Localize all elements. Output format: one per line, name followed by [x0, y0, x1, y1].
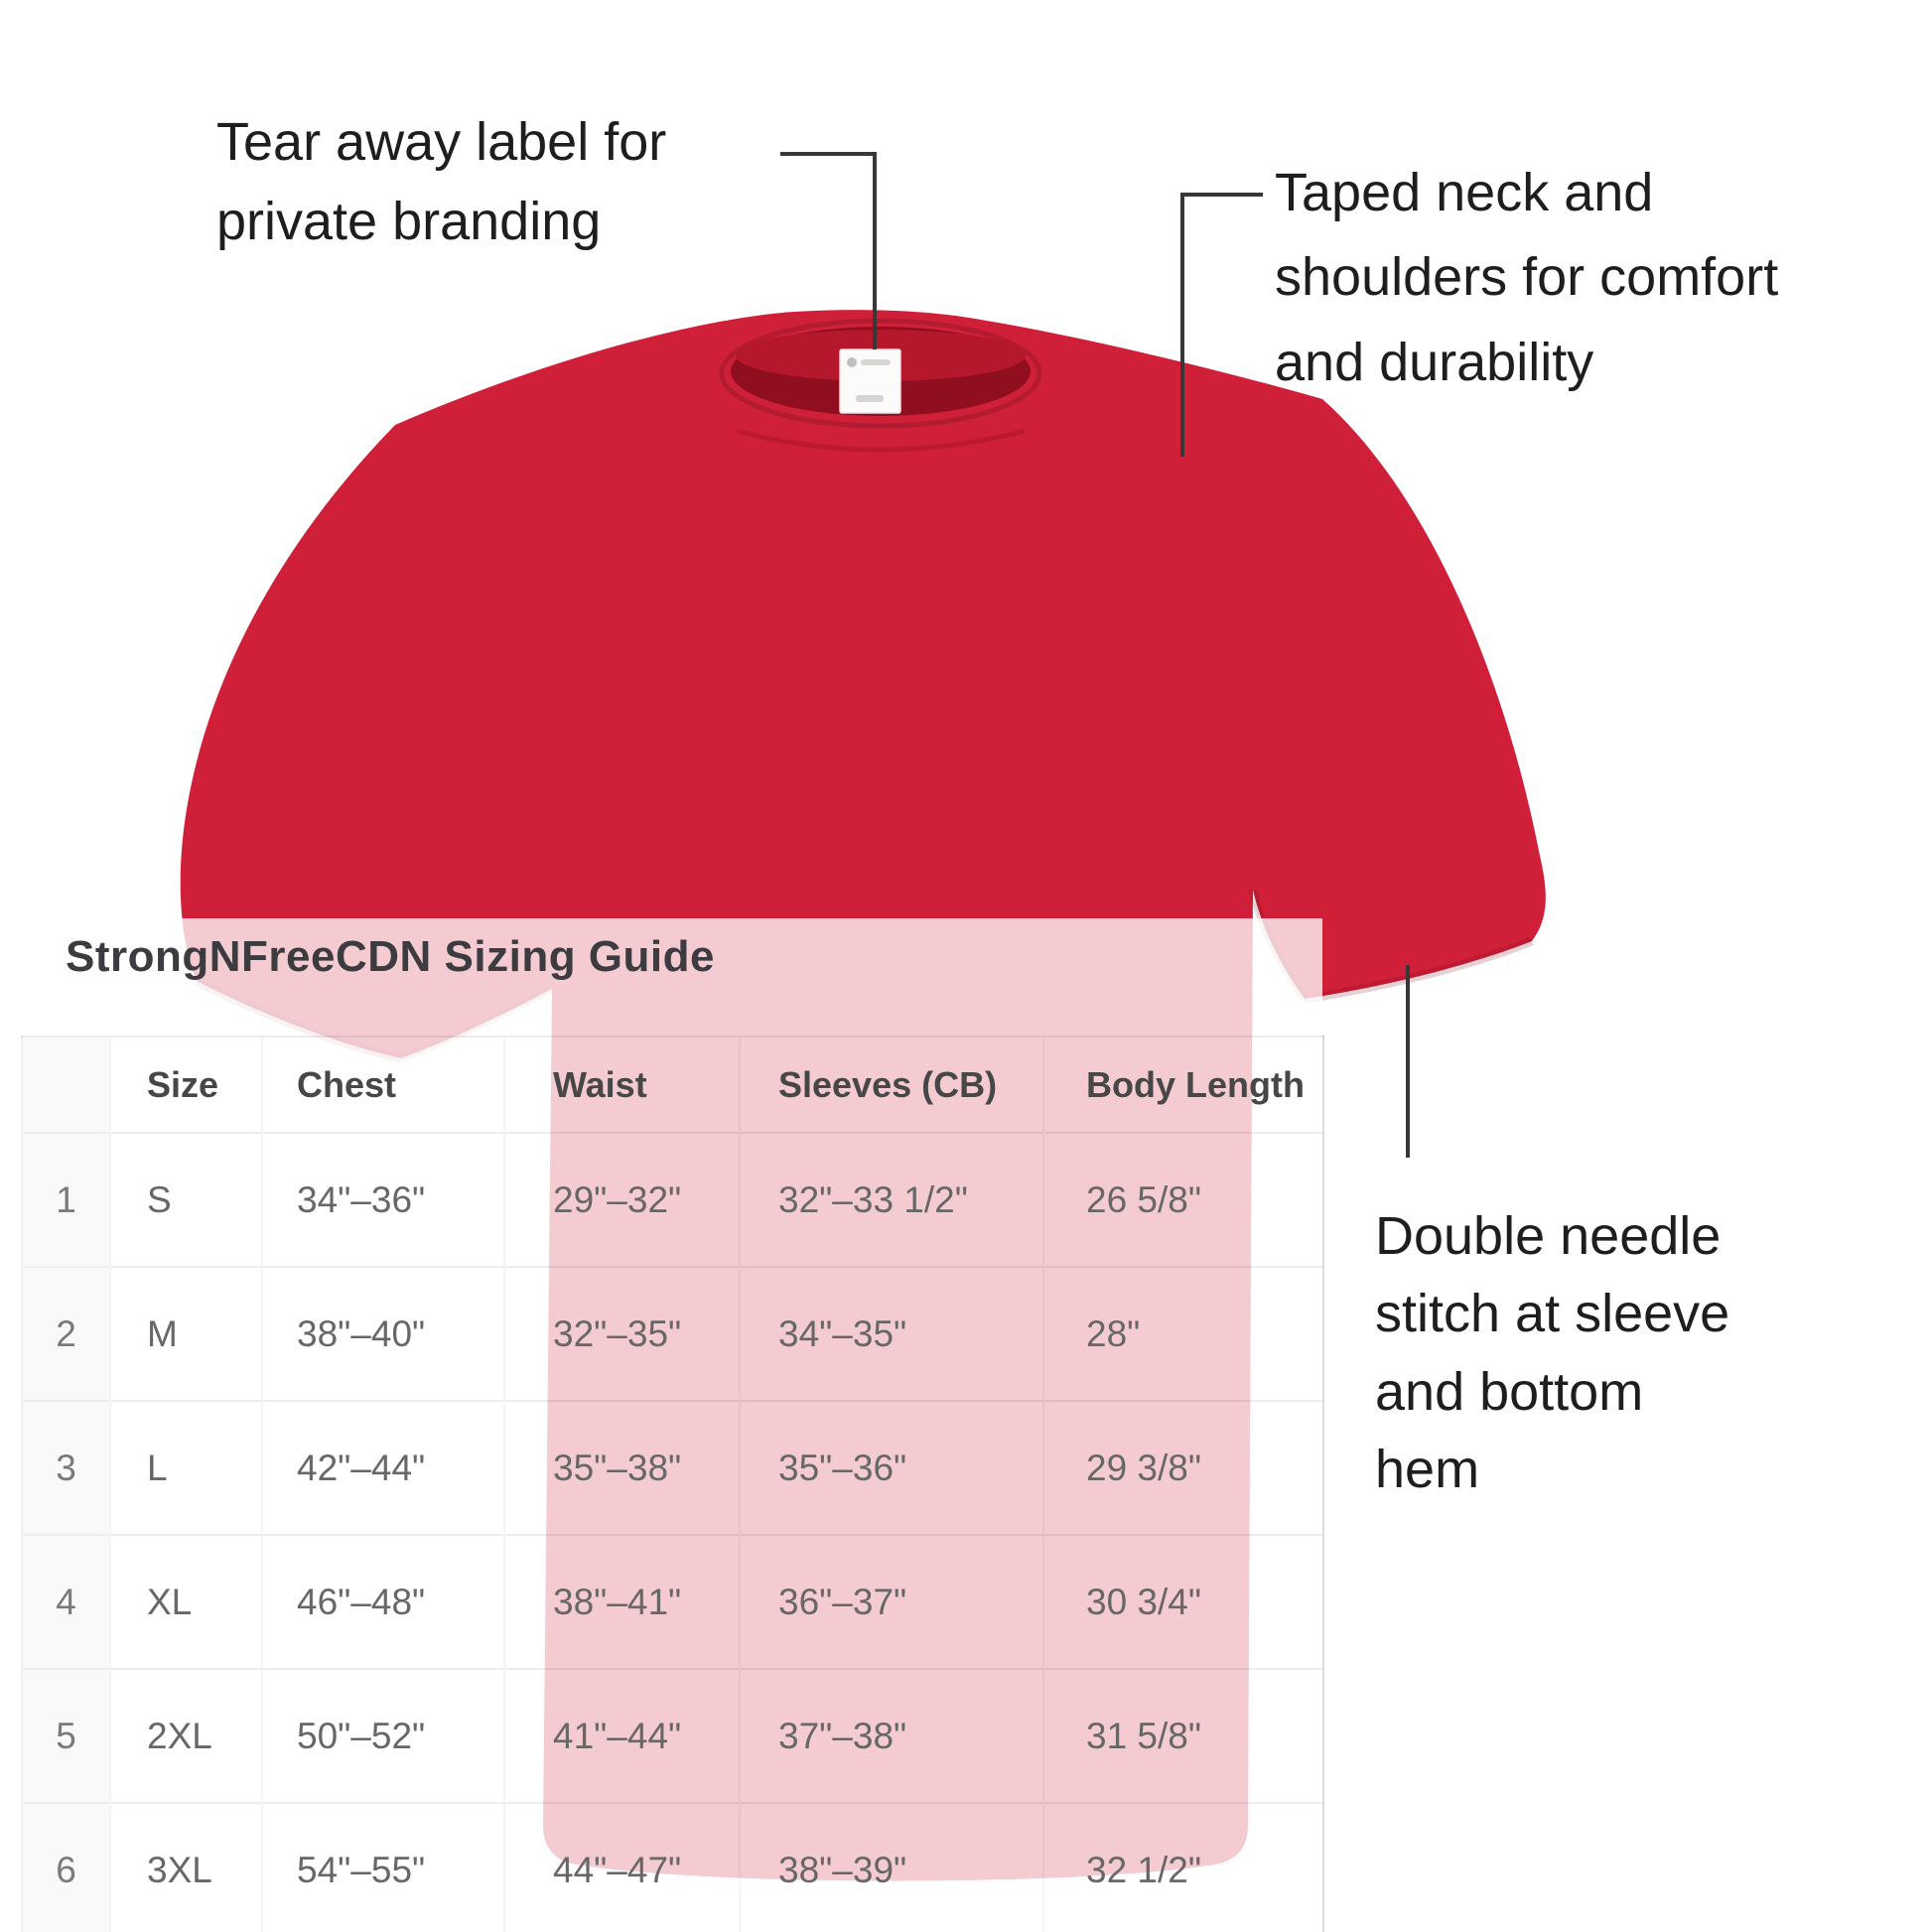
cell-waist: 29"–32": [504, 1133, 740, 1267]
cell-chest: 54"–55": [262, 1803, 504, 1932]
callout-line-text: Tear away label for: [216, 112, 667, 172]
label-logo-text: [861, 359, 891, 365]
cell-size: L: [110, 1401, 262, 1535]
cell-row-number: 1: [22, 1133, 110, 1267]
cell-body-length: 29 3/8": [1043, 1401, 1323, 1535]
cell-row-number: 3: [22, 1401, 110, 1535]
callout-line-text: Double needle: [1375, 1206, 1722, 1266]
cell-chest: 34"–36": [262, 1133, 504, 1267]
callout-line-text: and bottom: [1375, 1361, 1644, 1422]
cell-waist: 35"–38": [504, 1401, 740, 1535]
label-logo-mark: [847, 357, 857, 367]
cell-size: M: [110, 1267, 262, 1401]
cell-row-number: 5: [22, 1669, 110, 1803]
cell-chest: 38"–40": [262, 1267, 504, 1401]
cell-waist: 41"–44": [504, 1669, 740, 1803]
table-row: [22, 1803, 1323, 1932]
cell-sleeves: 38"–39": [740, 1803, 1043, 1932]
table-header-row: [22, 1036, 1323, 1133]
cell-sleeves: 35"–36": [740, 1401, 1043, 1535]
cell-row-number: 2: [22, 1267, 110, 1401]
cell-sleeves: 37"–38": [740, 1669, 1043, 1803]
table-row: [22, 1133, 1323, 1267]
neck-label: [840, 349, 900, 413]
cell-body-length: 32 1/2": [1043, 1803, 1323, 1932]
cell-sleeves: 32"–33 1/2": [740, 1133, 1043, 1267]
label-size-text: [856, 395, 884, 402]
sizing-guide-title: StrongNFreeCDN Sizing Guide: [66, 932, 715, 981]
callout-double-needle-stitch: [1375, 1197, 1729, 1508]
header-body-length: Body Length: [1043, 1036, 1323, 1133]
cell-size: 3XL: [110, 1803, 262, 1932]
cell-body-length: 31 5/8": [1043, 1669, 1323, 1803]
callout-line-text: Taped neck and: [1275, 163, 1654, 222]
header-waist: Waist: [504, 1036, 740, 1133]
header-row-number: [22, 1036, 110, 1133]
cell-size: 2XL: [110, 1669, 262, 1803]
header-chest: Chest: [262, 1036, 504, 1133]
callout-line-text: stitch at sleeve: [1375, 1284, 1730, 1344]
callout-line-text: and durability: [1275, 332, 1594, 392]
cell-size: S: [110, 1133, 262, 1267]
cell-body-length: 26 5/8": [1043, 1133, 1323, 1267]
callout-line-text: private branding: [216, 191, 602, 251]
header-size: Size: [110, 1036, 262, 1133]
callout-line-text: hem: [1375, 1439, 1480, 1499]
cell-sleeves: 34"–35": [740, 1267, 1043, 1401]
callout-tear-away-label: [216, 103, 666, 262]
cell-body-length: 30 3/4": [1043, 1535, 1323, 1669]
cell-waist: 32"–35": [504, 1267, 740, 1401]
table-row: [22, 1535, 1323, 1669]
callout-line-text: shoulders for comfort: [1275, 247, 1779, 308]
cell-row-number: 4: [22, 1535, 110, 1669]
table-row: [22, 1401, 1323, 1535]
cell-waist: 44"–47": [504, 1803, 740, 1932]
table-row: [22, 1669, 1323, 1803]
table-row: [22, 1267, 1323, 1401]
cell-chest: 46"–48": [262, 1535, 504, 1669]
cell-chest: 42"–44": [262, 1401, 504, 1535]
cell-row-number: 6: [22, 1803, 110, 1932]
sizing-table: [21, 1035, 1324, 1932]
sizing-guide-panel: [0, 918, 1322, 1932]
cell-body-length: 28": [1043, 1267, 1323, 1401]
cell-waist: 38"–41": [504, 1535, 740, 1669]
header-sleeves: Sleeves (CB): [740, 1036, 1043, 1133]
cell-sleeves: 36"–37": [740, 1535, 1043, 1669]
cell-size: XL: [110, 1535, 262, 1669]
cell-chest: 50"–52": [262, 1669, 504, 1803]
callout-taped-neck: [1275, 151, 1778, 405]
